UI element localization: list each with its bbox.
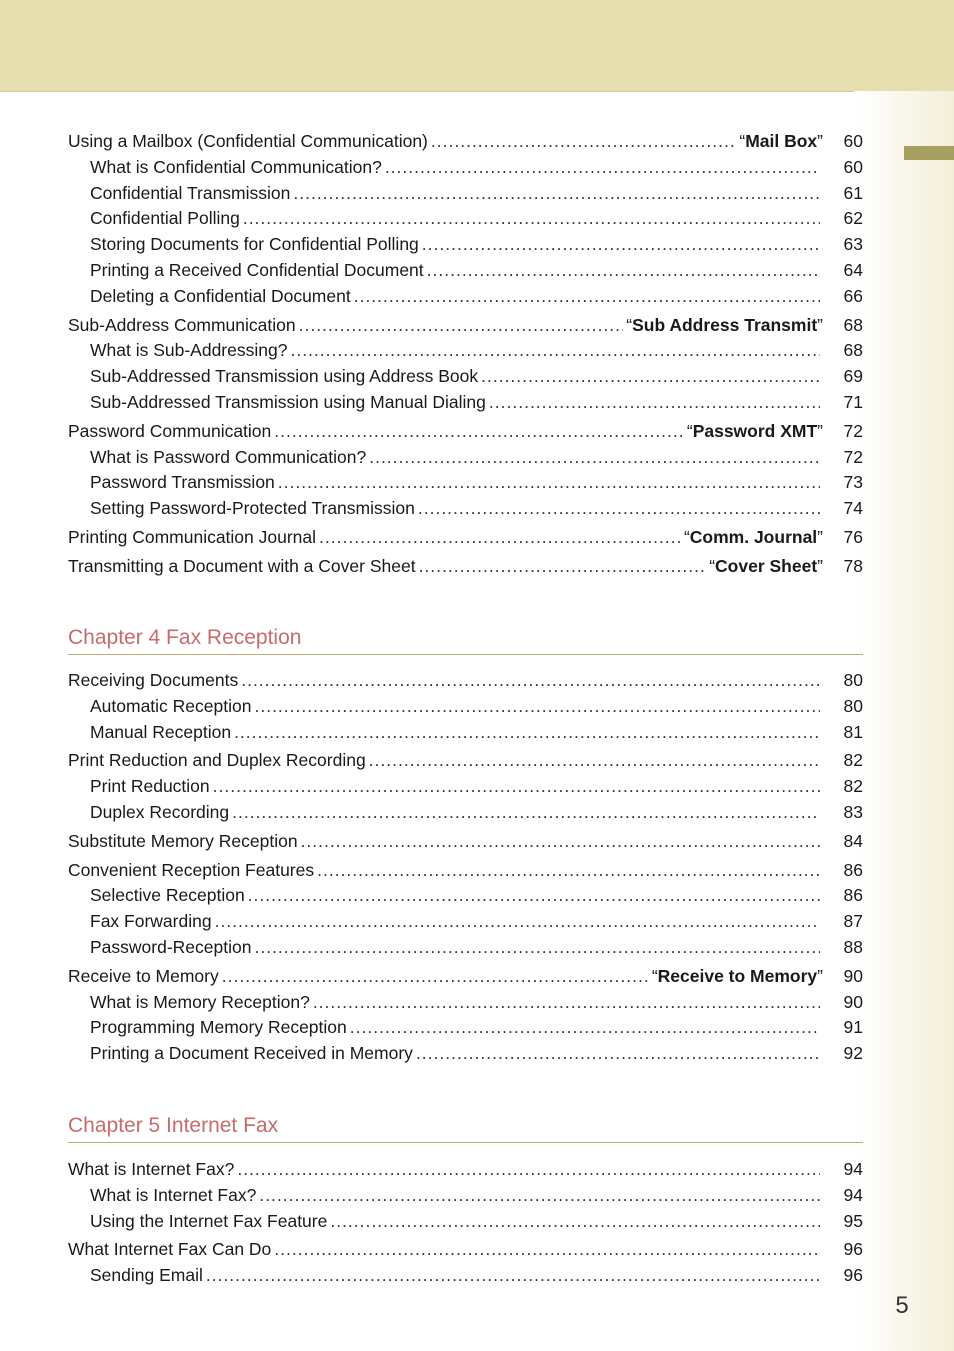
toc-dot-leader — [299, 313, 624, 339]
toc-entry-title: Print Reduction and Duplex Recording — [68, 750, 366, 771]
toc-entry-title: Confidential Transmission — [90, 182, 291, 203]
toc-entry-page-number: 87 — [843, 911, 863, 932]
toc-dot-leader — [248, 883, 820, 909]
toc-entry-page-number: 69 — [843, 366, 863, 387]
toc-entry[interactable] — [68, 1041, 863, 1067]
toc-entry[interactable] — [68, 525, 863, 551]
toc-entry[interactable] — [68, 470, 863, 496]
toc-dot-leader — [234, 720, 820, 746]
toc-entry-page-number: 90 — [843, 991, 863, 1012]
toc-dot-leader — [222, 964, 649, 990]
toc-dot-leader — [254, 694, 820, 720]
toc-entry[interactable] — [68, 338, 863, 364]
toc-entry-title: Password Transmission — [90, 472, 275, 493]
toc-entry[interactable] — [68, 1237, 863, 1263]
toc-entry-title: Printing a Document Received in Memory — [90, 1043, 413, 1064]
toc-entry[interactable] — [68, 668, 863, 694]
toc-entry-title: Sub-Address Communication — [68, 314, 296, 335]
toc-entry-page-number: 71 — [843, 391, 863, 412]
toc-entry-title: Print Reduction — [90, 776, 210, 797]
toc-dot-leader — [427, 258, 820, 284]
toc-entry-title: What is Internet Fax? — [90, 1184, 257, 1205]
toc-entry-page-number: 60 — [843, 156, 863, 177]
toc-entry-page-number: 61 — [843, 182, 863, 203]
toc-entry-page-number: 78 — [843, 555, 863, 576]
toc-entry-page-number: 72 — [843, 420, 863, 441]
toc-entry-title: What is Internet Fax? — [68, 1159, 235, 1179]
toc-entry-ref-label: Cover Sheet — [715, 555, 818, 576]
toc-entry-page-number: 82 — [843, 776, 863, 797]
toc-entry[interactable] — [68, 990, 863, 1016]
toc-entry-title: What Internet Fax Can Do — [68, 1239, 272, 1260]
toc-entry-title: Convenient Reception Features — [68, 859, 315, 880]
toc-entry[interactable] — [68, 313, 863, 339]
toc-entry-page-number: 83 — [843, 801, 863, 822]
toc-entry[interactable] — [68, 419, 863, 445]
toc-entry[interactable] — [68, 129, 863, 155]
toc-entry[interactable] — [68, 1209, 863, 1235]
toc-entry-ref-label: Sub Address Transmit — [632, 314, 818, 335]
page-number: 5 — [895, 1292, 909, 1319]
toc-dot-leader — [422, 232, 820, 258]
toc-dot-leader — [232, 800, 820, 826]
toc-entry[interactable] — [68, 858, 863, 884]
toc-entry-title: Using the Internet Fax Feature — [90, 1210, 328, 1231]
toc-entry[interactable] — [68, 694, 863, 720]
toc-entry-ref-label: Receive to Memory — [657, 965, 818, 986]
toc-entry-page-number: 90 — [843, 965, 863, 986]
toc-entry[interactable] — [68, 883, 863, 909]
toc-entry-page-number: 91 — [843, 1017, 863, 1038]
toc-entry[interactable] — [68, 1263, 863, 1289]
toc-entry-title: What is Confidential Communication? — [90, 156, 382, 177]
toc-dot-leader — [241, 668, 820, 694]
toc-entry-title: Using a Mailbox (Confidential Communication) — [68, 131, 428, 151]
toc-dot-leader — [418, 496, 820, 522]
toc-entry[interactable] — [68, 445, 863, 471]
toc-entry[interactable] — [68, 720, 863, 746]
toc-entry-title: Deleting a Confidential Document — [90, 285, 351, 306]
toc-entry-page-number: 76 — [843, 526, 863, 547]
toc-entry[interactable] — [68, 232, 863, 258]
toc-entry-function-ref: “Cover Sheet” — [709, 555, 823, 576]
toc-entry[interactable] — [68, 1183, 863, 1209]
toc-dot-leader — [274, 1237, 820, 1263]
toc-entry-title: Receiving Documents — [68, 670, 239, 690]
toc-dot-leader — [369, 445, 820, 471]
toc-entry-page-number: 82 — [843, 750, 863, 771]
toc-entry[interactable] — [68, 554, 863, 580]
toc-entry-page-number: 86 — [843, 885, 863, 906]
toc-entry-page-number: 66 — [843, 285, 863, 306]
toc-entry-page-number: 88 — [843, 936, 863, 957]
toc-entry-ref-label: Password XMT — [692, 420, 818, 441]
toc-entry-page-number: 81 — [843, 721, 863, 742]
chapter-4-heading: Chapter 4 Fax Reception — [68, 626, 863, 655]
toc-entry[interactable] — [68, 748, 863, 774]
toc-entry-title: What is Password Communication? — [90, 446, 367, 467]
toc-entry-page-number: 94 — [843, 1159, 863, 1179]
toc-section-chapter-4 — [68, 668, 863, 1067]
toc-entry-title: Duplex Recording — [90, 801, 230, 822]
toc-dot-leader — [317, 858, 820, 884]
toc-dot-leader — [313, 990, 820, 1016]
toc-dot-leader — [419, 554, 707, 580]
toc-section-chapter-5 — [68, 1157, 863, 1289]
toc-dot-leader — [215, 909, 820, 935]
chapter-5-heading: Chapter 5 Internet Fax — [68, 1114, 863, 1143]
chapter-tab-marker — [904, 146, 954, 160]
toc-entry[interactable] — [68, 181, 863, 207]
toc-entry-title: Fax Forwarding — [90, 911, 212, 932]
toc-entry-ref-label: Comm. Journal — [689, 526, 818, 547]
toc-entry-title: Password-Reception — [90, 936, 252, 957]
toc-dot-leader — [259, 1183, 820, 1209]
toc-entry-title: Printing Communication Journal — [68, 526, 317, 547]
toc-entry-page-number: 68 — [843, 314, 863, 335]
toc-entry-title: Sending Email — [90, 1265, 203, 1286]
toc-entry[interactable] — [68, 829, 863, 855]
toc-entry-page-number: 74 — [843, 498, 863, 519]
toc-entry-page-number: 80 — [843, 695, 863, 716]
toc-entry-page-number: 64 — [843, 259, 863, 280]
toc-dot-leader — [301, 829, 820, 855]
toc-entry-page-number: 94 — [843, 1184, 863, 1205]
toc-entry[interactable] — [68, 206, 863, 232]
header-band — [0, 0, 954, 92]
toc-entry-title: Manual Reception — [90, 721, 232, 742]
toc-entry-title: Sub-Addressed Transmission using Manual Dialing — [90, 391, 486, 412]
toc-dot-leader — [330, 1209, 820, 1235]
toc-entry-page-number: 96 — [843, 1265, 863, 1286]
toc-dot-leader — [254, 935, 820, 961]
toc-entry-title: Sub-Addressed Transmission using Address Book — [90, 366, 479, 387]
toc-entry[interactable] — [68, 496, 863, 522]
toc-dot-leader — [354, 284, 820, 310]
toc-entry-title: Confidential Polling — [90, 208, 240, 229]
toc-entry-function-ref: “Mail Box” — [739, 131, 823, 151]
toc-entry[interactable] — [68, 390, 863, 416]
toc-entry-title: Storing Documents for Confidential Polling — [90, 234, 419, 255]
toc-entry-page-number: 68 — [843, 340, 863, 361]
toc-dot-leader — [290, 338, 820, 364]
toc-entry-page-number: 73 — [843, 472, 863, 493]
toc-entry-page-number: 72 — [843, 446, 863, 467]
toc-entry-title: Setting Password-Protected Transmission — [90, 498, 415, 519]
toc-entry-page-number: 60 — [843, 131, 863, 151]
toc-entry-title: Printing a Received Confidential Document — [90, 259, 424, 280]
toc-dot-leader — [278, 470, 820, 496]
toc-entry[interactable] — [68, 1157, 863, 1183]
toc-dot-leader — [319, 525, 681, 551]
right-margin-shade — [854, 91, 954, 1351]
toc-entry-title: Selective Reception — [90, 885, 245, 906]
toc-entry-title: Transmitting a Document with a Cover Sheet — [68, 555, 416, 576]
toc-dot-leader — [481, 364, 820, 390]
toc-entry-page-number: 95 — [843, 1210, 863, 1231]
toc-entry-page-number: 96 — [843, 1239, 863, 1260]
toc-entry[interactable] — [68, 909, 863, 935]
toc-entry-title: What is Memory Reception? — [90, 991, 310, 1012]
toc-entry[interactable] — [68, 800, 863, 826]
toc-entry-title: Password Communication — [68, 420, 272, 441]
toc-dot-leader — [213, 774, 820, 800]
toc-entry-function-ref: “Sub Address Transmit” — [626, 314, 823, 335]
toc-entry-title: What is Sub-Addressing? — [90, 340, 288, 361]
toc-entry[interactable] — [68, 364, 863, 390]
toc-entry-function-ref: “Comm. Journal” — [683, 526, 823, 547]
toc-dot-leader — [385, 155, 820, 181]
toc-entry[interactable] — [68, 284, 863, 310]
toc-dot-leader — [489, 390, 820, 416]
toc-entry[interactable] — [68, 935, 863, 961]
toc-entry-page-number: 63 — [843, 234, 863, 255]
toc-dot-leader — [350, 1015, 820, 1041]
toc-entry-page-number: 62 — [843, 208, 863, 229]
toc-entry[interactable] — [68, 964, 863, 990]
toc-entry[interactable] — [68, 774, 863, 800]
toc-dot-leader — [274, 419, 684, 445]
toc-dot-leader — [416, 1041, 820, 1067]
toc-dot-leader — [369, 748, 820, 774]
toc-entry-function-ref: “Password XMT” — [686, 420, 823, 441]
toc-entry-title: Automatic Reception — [90, 695, 252, 716]
toc-entry-title: Programming Memory Reception — [90, 1017, 347, 1038]
toc-dot-leader — [293, 181, 820, 207]
toc-dot-leader — [431, 129, 736, 155]
toc-entry[interactable] — [68, 1015, 863, 1041]
toc-entry[interactable] — [68, 155, 863, 181]
toc-entry-page-number: 84 — [843, 830, 863, 851]
toc-dot-leader — [237, 1157, 820, 1183]
toc-section-chapter-3 — [68, 129, 863, 580]
toc-entry-page-number: 92 — [843, 1043, 863, 1064]
toc-dot-leader — [206, 1263, 820, 1289]
toc-dot-leader — [243, 206, 820, 232]
toc-entry-function-ref: “Receive to Memory” — [651, 965, 823, 986]
toc-entry-page-number: 86 — [843, 859, 863, 880]
toc-entry[interactable] — [68, 258, 863, 284]
toc-entry-page-number: 80 — [843, 670, 863, 690]
toc-entry-ref-label: Mail Box — [745, 131, 818, 151]
toc-entry-title: Substitute Memory Reception — [68, 830, 298, 851]
toc-entry-title: Receive to Memory — [68, 965, 219, 986]
